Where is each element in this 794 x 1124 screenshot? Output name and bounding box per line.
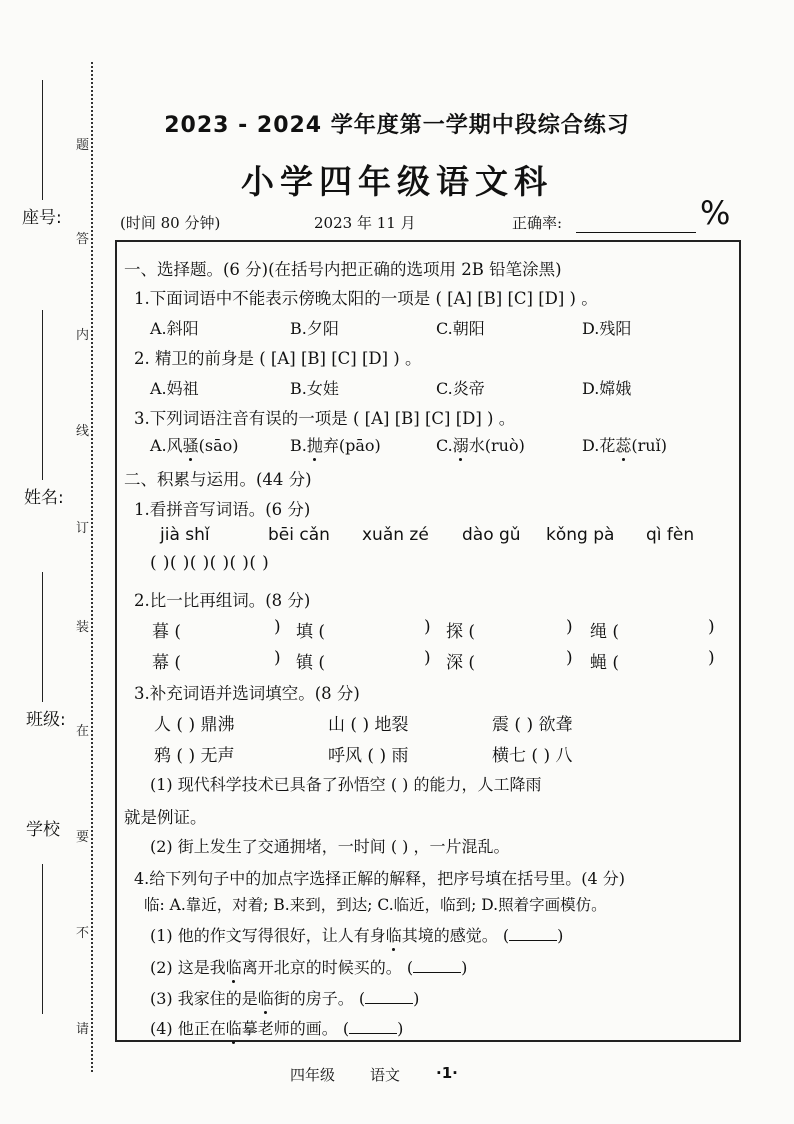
seal-line — [91, 62, 93, 1072]
compare-row-b-close: ) — [424, 648, 431, 668]
section-1-title: 一、选择题。(6 分)(在括号内把正确的选项用 2B 铅笔涂黑) — [124, 260, 562, 279]
idiom-2[interactable]: 山 ( ) 地裂 — [328, 715, 409, 735]
pinyin-4: dào gǔ — [462, 525, 521, 545]
name-label: 姓名: — [24, 488, 64, 508]
compare-row-a-3[interactable]: 探 ( — [446, 622, 476, 642]
name-underline — [42, 310, 43, 480]
compare-row-a-close: ) — [708, 617, 715, 637]
pinyin-3: xuǎn zé — [362, 525, 429, 545]
footer-grade: 四年级 — [290, 1066, 336, 1084]
rate-field[interactable] — [576, 232, 696, 233]
q1-option-a: A.斜阳 — [150, 319, 199, 338]
q2-option-b: B.女娃 — [290, 379, 339, 398]
compare-row-a-close: ) — [274, 617, 281, 637]
q4-sentence-4[interactable]: (4) 他正在临摹老师的画。 ( ) — [150, 1016, 403, 1039]
q3-option-b: B.抛弃(pāo) — [290, 433, 381, 456]
q4-sentence-3[interactable]: (3) 我家住的是临街的房子。 ( ) — [150, 986, 419, 1009]
compare-row-b-2[interactable]: 镇 ( — [296, 653, 326, 673]
q3-option-c: C.溺水(ruò) — [436, 433, 525, 456]
seat-label: 座号: — [22, 208, 62, 228]
compare-row-a-2[interactable]: 填 ( — [296, 622, 326, 642]
q2-option-d: D.嫦娥 — [582, 379, 632, 398]
compare-row-a-1[interactable]: 暮 ( — [152, 622, 182, 642]
q3-option-a: A.风骚(sāo) — [150, 433, 239, 456]
pinyin-5: kǒng pà — [546, 525, 615, 545]
exam-subtitle: 小学四年级语文科 — [241, 162, 553, 201]
pinyin-2: bēi cǎn — [268, 525, 330, 545]
idiom-3[interactable]: 震 ( ) 欲聋 — [492, 715, 573, 735]
q1-option-d: D.残阳 — [582, 319, 632, 338]
seal-char: 装 — [76, 620, 90, 635]
fill-sentence-1-cont: 就是例证。 — [124, 808, 207, 827]
rate-label: 正确率: — [512, 214, 563, 232]
fill-sentence-2[interactable]: (2) 街上发生了交通拥堵，一时间 ( ) ，一片混乱。 — [150, 837, 510, 856]
compare-row-a-4[interactable]: 绳 ( — [590, 622, 620, 642]
idiom-1[interactable]: 人 ( ) 鼎沸 — [154, 715, 235, 735]
q2-option-a: A.妈祖 — [150, 379, 199, 398]
q1-option-c: C.朝阳 — [436, 319, 485, 338]
idiom-6[interactable]: 横七 ( ) 八 — [492, 746, 573, 766]
compare-row-a-close: ) — [424, 617, 431, 637]
exam-time: (时间 80 分钟) — [120, 214, 221, 232]
s2-q1-title: 1.看拼音写词语。(6 分) — [134, 500, 311, 519]
pinyin-6: qì fèn — [646, 525, 695, 545]
s2-q2-title: 2.比一比再组词。(8 分) — [134, 591, 311, 610]
page-number: ·1· — [436, 1064, 458, 1082]
pinyin-1: jià shǐ — [160, 525, 210, 545]
school-label: 学校 — [26, 820, 60, 840]
seal-char: 请 — [76, 1022, 90, 1037]
s2-q3-title: 3.补充词语并选词填空。(8 分) — [134, 684, 360, 703]
seal-char: 要 — [76, 830, 90, 845]
fill-sentence-1[interactable]: (1) 现代科学技术已具备了孙悟空 ( ) 的能力，人工降雨 — [150, 775, 542, 794]
seal-char: 题 — [76, 138, 90, 153]
section-2-title: 二、积累与运用。(44 分) — [124, 470, 312, 489]
seal-char: 在 — [76, 724, 90, 739]
idiom-4[interactable]: 鸦 ( ) 无声 — [154, 746, 235, 766]
class-underline — [42, 572, 43, 702]
q4-sentence-2[interactable]: (2) 这是我临离开北京的时候买的。 ( ) — [150, 955, 467, 978]
seal-char: 内 — [76, 328, 90, 343]
compare-row-b-close: ) — [566, 648, 573, 668]
q2-option-c: C.炎帝 — [436, 379, 485, 398]
compare-row-b-4[interactable]: 蝇 ( — [590, 653, 620, 673]
q2-stem[interactable]: 2. 精卫的前身是 ( [A] [B] [C] [D] ) 。 — [134, 349, 422, 368]
q1-stem[interactable]: 1.下面词语中不能表示傍晚太阳的一项是 ( [A] [B] [C] [D] ) 。 — [134, 289, 598, 308]
q3-option-d: D.花蕊(ruǐ) — [582, 433, 667, 456]
percent-sign: % — [700, 194, 731, 232]
seal-char: 订 — [76, 521, 90, 536]
class-label: 班级: — [26, 710, 66, 730]
footer-subject: 语文 — [370, 1066, 401, 1084]
s2-q4-title: 4.给下列句子中的加点字选择正解的解释，把序号填在括号里。(4 分) — [134, 869, 626, 888]
compare-row-b-close: ) — [708, 648, 715, 668]
exam-date: 2023 年 11 月 — [314, 214, 416, 232]
q4-definitions: 临: A.靠近，对着; B.来到，到达; C.临近，临到; D.照着字画模仿。 — [144, 896, 607, 914]
compare-row-b-close: ) — [274, 648, 281, 668]
q4-sentence-1[interactable]: (1) 他的作文写得很好，让人有身临其境的感觉。 ( ) — [150, 923, 563, 946]
exam-title: 2023 - 2024 学年度第一学期中段综合练习 — [164, 113, 630, 138]
pinyin-answer-row[interactable]: ( )( )( )( )( )( ) — [150, 553, 270, 573]
idiom-5[interactable]: 呼风 ( ) 雨 — [328, 746, 409, 766]
compare-row-a-close: ) — [566, 617, 573, 637]
seal-char: 不 — [76, 926, 90, 941]
seal-char: 答 — [76, 232, 90, 247]
q3-stem[interactable]: 3.下列词语注音有误的一项是 ( [A] [B] [C] [D] ) 。 — [134, 409, 516, 428]
q1-option-b: B.夕阳 — [290, 319, 339, 338]
compare-row-b-3[interactable]: 深 ( — [446, 653, 476, 673]
school-underline — [42, 864, 43, 1014]
seal-char: 线 — [76, 424, 90, 439]
compare-row-b-1[interactable]: 幕 ( — [152, 653, 182, 673]
